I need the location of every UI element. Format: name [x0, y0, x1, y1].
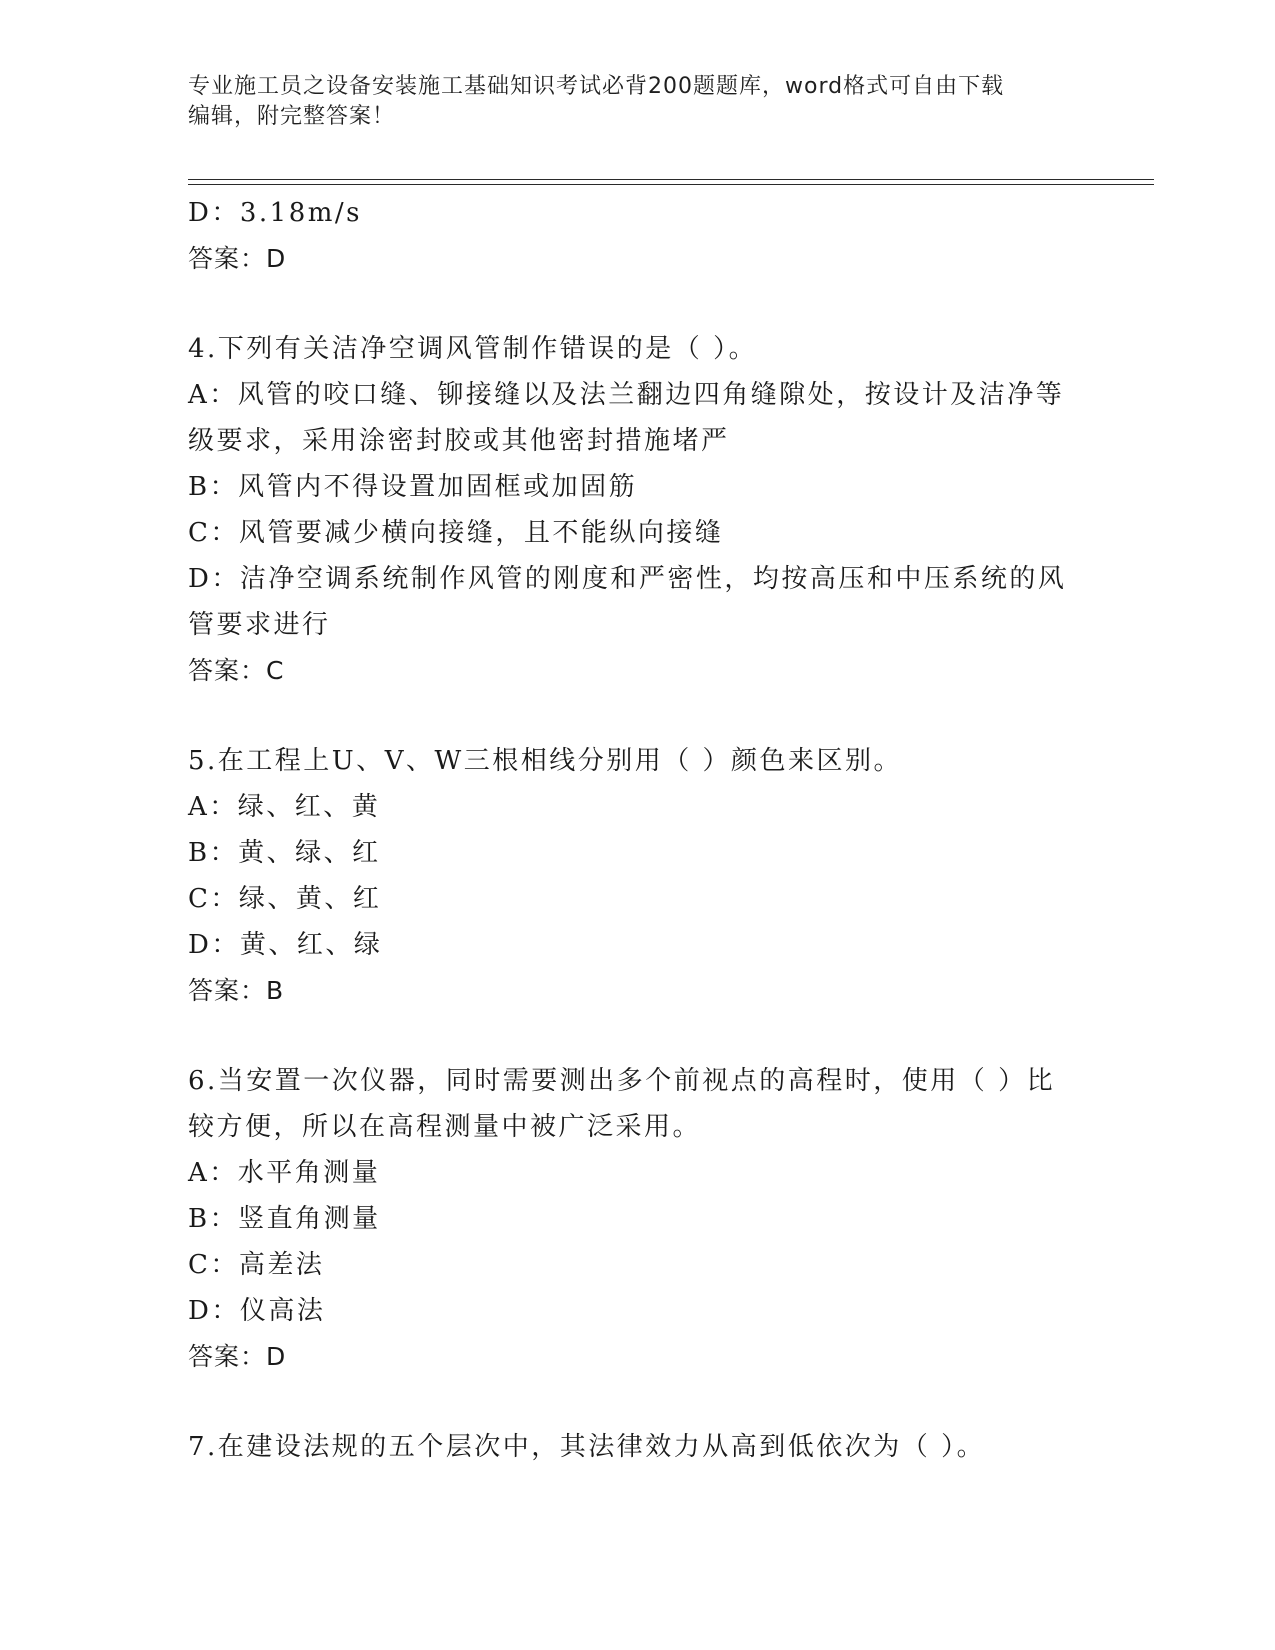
spacer	[188, 694, 1068, 738]
option-d-line-2: 管要求进行	[188, 610, 331, 640]
option-d: D：黄、红、绿	[188, 930, 383, 960]
answer-line: 答案：B	[188, 976, 285, 1005]
answer-line: 答案：D	[188, 1342, 287, 1371]
question-5	[188, 738, 1068, 1014]
option-a-line-2: 级要求，采用涂密封胶或其他密封措施堵严	[188, 426, 730, 456]
spacer	[188, 282, 1068, 326]
question-stem-line-1: 6.当安置一次仪器，同时需要测出多个前视点的高程时，使用（ ）比	[188, 1066, 1056, 1096]
answer-line: 答案：C	[188, 656, 285, 685]
document-body	[188, 190, 1068, 1470]
option-b: B：黄、绿、红	[188, 838, 381, 868]
option-b: B：风管内不得设置加固框或加固筋	[188, 472, 638, 502]
header-line-2: 编辑，附完整答案！	[188, 104, 396, 129]
option-d: D：仪高法	[188, 1296, 326, 1326]
option-a-line-1: A：风管的咬口缝、铆接缝以及法兰翻边四角缝隙处，按设计及洁净等	[188, 380, 1065, 410]
option-d-line-1: D：洁净空调系统制作风管的刚度和严密性，均按高压和中压系统的风	[188, 564, 1067, 594]
option-c: C：高差法	[188, 1250, 325, 1280]
question-stem-line-2: 较方便，所以在高程测量中被广泛采用。	[188, 1112, 702, 1142]
option-c: C：绿、黄、红	[188, 884, 382, 914]
option-c: C：风管要减少横向接缝，且不能纵向接缝	[188, 518, 724, 548]
spacer	[188, 1014, 1068, 1058]
question-stem: 4.下列有关洁净空调风管制作错误的是（ ）。	[188, 334, 758, 364]
question-6	[188, 1058, 1068, 1380]
spacer	[188, 1380, 1068, 1424]
header-rule-thin	[188, 184, 1154, 185]
question-4	[188, 326, 1068, 694]
question-stem: 7.在建设法规的五个层次中，其法律效力从高到低依次为（ ）。	[188, 1432, 986, 1462]
option-a: A：水平角测量	[188, 1158, 381, 1188]
option-b: B：竖直角测量	[188, 1204, 381, 1234]
option-a: A：绿、红、黄	[188, 792, 381, 822]
question-stem: 5.在工程上U、V、W三根相线分别用（ ）颜色来区别。	[188, 746, 902, 776]
question-7	[188, 1424, 1068, 1470]
header-line-1: 专业施工员之设备安装施工基础知识考试必背200题题库，word格式可自由下载	[188, 74, 1005, 99]
answer-line: 答案：D	[188, 244, 287, 273]
option-d: D：3.18m/s	[188, 198, 362, 228]
prev-question-tail	[188, 190, 1068, 282]
document-header	[188, 72, 1068, 132]
header-rule-thick	[188, 179, 1154, 180]
